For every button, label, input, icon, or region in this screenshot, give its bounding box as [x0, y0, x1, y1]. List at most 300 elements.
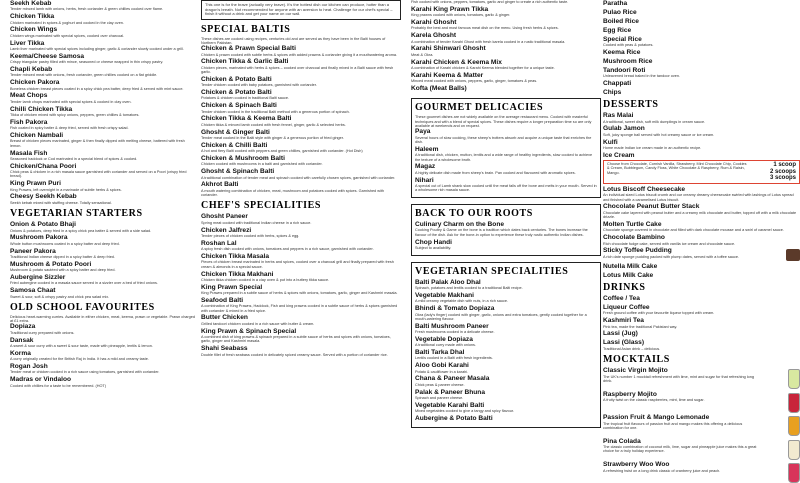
menu-item-name: Chicken Tikka — [10, 13, 55, 21]
menu-item-description: Tender pieces of chicken cooked with herbs, spices & egg. — [201, 234, 300, 239]
menu-item — [603, 18, 800, 25]
menu-item — [201, 345, 401, 357]
menu-item-description: Chicken tikka & minced lamb cooked with fresh fennel, ginger, garlic & selected herbs. — [201, 122, 346, 127]
menu-item-description: Meat & Okra. — [411, 52, 434, 57]
menu-item — [411, 72, 601, 84]
menu-item — [201, 181, 401, 197]
menu-item — [201, 58, 401, 74]
scoop-option: 2 scoops — [769, 168, 796, 175]
menu-item — [201, 314, 401, 326]
menu-item-name: Passion Fruit & Mango Lemonade — [603, 414, 710, 422]
menu-item-description: A combined dish of king prawns & spinach prepared in a subtle sauce of herbs and spices with onions, tomatoes, garlic, ginger and Kashmiri masala. — [201, 335, 391, 344]
menu-item — [603, 0, 800, 7]
menu-item — [411, 85, 601, 92]
menu-item-description: The UK's number 1 mocktail refreshment with lime, mint and sugar for that refreshing long drink. — [603, 374, 754, 383]
menu-item-description: The tropical fruit flavours of passion fruit and mango makes this offering a delicious combination for one. — [603, 421, 743, 430]
menu-item-name: Liqueur Coffee — [603, 304, 650, 312]
menu-item-name: Balti Tarka Dhal — [415, 349, 465, 357]
menu-item-name: Butter Chicken — [201, 314, 248, 322]
menu-item — [10, 234, 196, 246]
menu-item-description: Chicken wings marinated with special spices, cooked over charcoal. — [10, 33, 125, 38]
section-title: VEGETARIAN STARTERS — [10, 208, 143, 220]
menu-item-name: Vegetable Dopiaza — [415, 335, 473, 343]
menu-item-name: Special Rice — [603, 35, 642, 43]
menu-item — [415, 402, 597, 414]
menu-item-name: Gulab Jamon — [603, 125, 645, 133]
menu-item-name: Chicken Tikka & Keema Balti — [201, 115, 292, 123]
menu-item-description: A combination of Karahi chicken & Karahi Keema blended together for a unique taste. — [411, 66, 555, 71]
menu-item-description: Traditional Asian drink – delicious. — [603, 346, 661, 351]
menu-item-description: Traditional Indian cheese dipped in a spicy batter & deep fried. — [10, 254, 115, 259]
menu-item-name: Chocolate Bambino — [603, 234, 665, 242]
menu-item-name: Madras or Vindaloo — [10, 376, 72, 384]
menu-item-description: Spinach and paneer cheese. — [415, 396, 464, 401]
menu-item-description: Traditional curry prepared with onions. — [10, 330, 75, 335]
menu-item — [603, 203, 800, 219]
menu-item-name: Cheesy Seekh Kebab — [10, 193, 77, 201]
menu-item-description: Crispy triangular pastry filled with mince, seasoned or cheese wrapped in thin crispy pastry. — [10, 60, 164, 65]
menu-item-name: Karahi Ghosht — [411, 19, 457, 26]
menu-item — [10, 40, 196, 52]
menu-item-name: Meat Chops — [10, 92, 48, 100]
menu-item-description: Chick peas & paneer cheese. — [415, 382, 465, 387]
menu-item — [10, 79, 196, 91]
menu-item-description: Pieces of chicken breast marinated in herbs and spices, cooked over a charcoal grill and finally prepared with fresh cream & almonds in a special sauce. — [201, 260, 394, 269]
menu-item — [201, 328, 401, 344]
ice-cream-item — [603, 152, 800, 184]
menu-item-description: Probably the best and most famous meat dish on the menu. Using fresh herbs & spices. — [411, 26, 559, 31]
menu-item — [10, 376, 196, 388]
menu-item-name: Chilli Chicken Tikka — [10, 105, 73, 113]
menu-item-description: Tender meat or chicken cooked in a rich sauce using tomatoes, garnished with coriander. — [10, 370, 160, 375]
menu-item — [10, 261, 196, 273]
ice-cream-box — [603, 160, 800, 184]
menu-item-description: Tikka of chicken mixed with spicy onions, peppers, green chillies & tomatoes. — [10, 113, 140, 118]
menu-item — [10, 287, 196, 299]
menu-item-description: Boneless chicken breast pieces coated in a spicy chick pea batter, deep fried & served with mint sauce. — [10, 86, 184, 91]
menu-item-description: A spicy fresh dish cooked with onions, tomatoes and peppers in a rich sauce, garnished with coriander. — [201, 247, 374, 252]
menu-item-name: Classic Virgin Mojito — [603, 367, 668, 375]
menu-item — [10, 26, 196, 38]
menu-item-name: Liver Tikka — [10, 39, 45, 47]
menu-item-description: Seekh kebab mixed with stuffing cheese. Totally sensational. — [10, 200, 112, 205]
menu-item-name: Nihari — [415, 176, 434, 184]
menu-item-name: Korma — [10, 349, 31, 357]
menu-item-description: Tender minced lamb with onions, herbs, fresh coriander & green chillies cooked over flame. — [10, 7, 164, 12]
menu-item-description: Chocolate cake layered with peanut butter and a creamy milk chocolate and butter, topped off with a milk chocolate drizzle. — [603, 210, 797, 220]
menu-item-description: A mild creamy vegetable dish with nuts, in a rich sauce. — [415, 299, 509, 304]
section-title: VEGETARIAN SPECIALITIES — [415, 265, 569, 277]
menu-item — [603, 186, 800, 202]
menu-item-name: Chicken Tikka & Garlic Balti — [201, 58, 289, 66]
menu-item-description: Chicken tikka chicken cooked in a clay oven & put into a buttery tikka sauce. — [201, 277, 330, 282]
menu-item — [10, 13, 196, 25]
menu-item-description: Chick peas & chicken in a rich masala sauce garnished with coriander and served on a Poori (crispy fried bread). — [10, 170, 187, 179]
menu-item — [415, 146, 597, 162]
menu-item — [10, 53, 196, 65]
menu-item-name: Shahi Seabass — [201, 345, 248, 353]
menu-item — [603, 272, 800, 279]
menu-item-description: Lentils cooked in a Balti with fresh ingredients. — [415, 356, 493, 361]
menu-item-name: Culinary Charm on the Bone — [415, 221, 505, 229]
menu-item — [603, 304, 800, 316]
menu-item-description: Tender meat cooked in the Balti style with ginger & a generous portion of fried ginger. — [201, 136, 344, 141]
menu-item-description: A curry originally created for the British Raj in India. It has a mild and creamy taste. — [10, 357, 149, 362]
menu-item — [603, 139, 800, 151]
menu-item — [10, 350, 196, 362]
menu-item — [603, 263, 800, 270]
menu-item-description: An individual sized Lotus biscuit crumb and our creamy dreamy cheesecake swirled with lashings of Lotus spread and finished with a caramelised Lotus biscuit. — [603, 193, 794, 202]
mocktail-glass-icon — [788, 440, 800, 460]
menu-item-name: Masala Fish — [10, 149, 48, 157]
menu-item-description: A special cut of Lamb shank slow cooked until the meat falls off the bone and melts in your mouth. Served in a wholesome rich masala sauce. — [415, 183, 597, 193]
menu-item-description: Spring meat cooked with traditional Indian cheese in a rich sauce. — [201, 220, 312, 225]
menu-item — [411, 19, 601, 31]
menu-item-name: Seekh Kebab — [10, 0, 52, 7]
menu-item-name: Ice Cream — [603, 151, 635, 159]
menu-item-name: Vegetable Makhani — [415, 291, 474, 299]
menu-item — [201, 155, 401, 167]
menu-item-name: Egg Rice — [603, 26, 632, 34]
menu-item-description: A highly delicate dish made from sheep's brain. Pan cooked and flavoured with aromatic spices. — [415, 170, 576, 175]
menu-item-name: Mushroom & Potato Poori — [10, 260, 92, 268]
menu-item — [415, 177, 597, 193]
menu-item — [603, 49, 800, 56]
menu-item — [10, 337, 196, 349]
menu-item-description: King Prawns prepared in a subtle sauce of herbs & spices with onions, tomatoes, garlic, ginger and Kashmiri masala. — [201, 291, 398, 296]
pudding-photo — [786, 249, 800, 261]
section-title: SPECIAL BALTIS — [201, 23, 291, 35]
menu-item-name: Lassi (Jug) — [603, 330, 638, 338]
menu-item-description: Whole button mushrooms coated in a spicy batter and deep fried. — [10, 241, 120, 246]
menu-item — [10, 163, 196, 179]
menu-item — [603, 67, 800, 79]
menu-item-description: Tender chicken cooked in the traditional Balti method with a generous portion of spinach. — [201, 109, 350, 114]
menu-item-description: Home made Indian ice cream made in an authentic recipe. — [603, 145, 702, 150]
menu-item — [10, 106, 196, 118]
menu-item-name: Nutella Milk Cake — [603, 262, 658, 270]
menu-item — [415, 292, 597, 304]
menu-item — [10, 248, 196, 260]
menu-item — [603, 9, 800, 16]
menu-item-name: Sticky Toffee Pudding — [603, 247, 672, 255]
mocktail-item — [603, 391, 800, 413]
menu-item — [201, 253, 401, 269]
menu-item-name: Boiled Rice — [603, 17, 639, 25]
menu-item-name: Aubergine & Potato Balti — [415, 415, 493, 423]
menu-item — [415, 415, 597, 422]
menu-item — [415, 362, 597, 374]
menu-item-name: Lassi (Glass) — [603, 339, 645, 347]
menu-item-description: Fish coated in spicy batter & deep fried, served with fresh crispy salad. — [10, 126, 129, 131]
menu-item — [201, 227, 401, 239]
menu-item — [603, 317, 800, 329]
menu-item-description: Minced meat cooked with onions, peppers, garlic, ginger, tomatoes & peas. — [411, 79, 538, 84]
menu-item — [415, 336, 597, 348]
menu-item — [10, 193, 196, 205]
menu-item-description: Unleavened bread baked in the tandoor oven. — [603, 74, 681, 79]
mocktail-item — [603, 367, 800, 389]
menu-item-name: Chicken & Prawn Special Balti — [201, 45, 296, 53]
menu-item-name: Karahi King Prawn Tikka — [411, 5, 489, 13]
menu-item-name: Mushroom Pakora — [10, 234, 68, 242]
menu-item-description: Pink tea, made the traditional Pakistani way. — [603, 324, 678, 329]
menu-item — [10, 363, 196, 375]
menu-item — [411, 0, 601, 4]
menu-item-name: King Prawn & Spinach Special — [201, 327, 297, 335]
menu-item-description: Chicken marinated in spices & yoghurt and cooked in the clay oven. — [10, 20, 124, 25]
menu-item-name: Ghosht & Spinach Balti — [201, 168, 275, 176]
menu-item-description: Okra (lady's finger) cooked with ginger, garlic, onions and extra tomatoes, gently cooked together for a mouth-watering flavour. — [415, 312, 587, 321]
menu-item-name: Chicken & Spinach Balti — [201, 102, 277, 110]
menu-item-name: Chop Handi — [415, 238, 452, 246]
menu-column-3 — [411, 0, 601, 423]
challenge-box — [201, 0, 401, 20]
section-title: MOCKTAILS — [603, 354, 670, 366]
menu-item — [10, 323, 196, 335]
menu-item-description: Seasoned haddock or Cod marinated in a special blend of spices & cooked. — [10, 156, 138, 161]
menu-item-description: Mushroom & potato sautéed with a spicy batter and deep fried. — [10, 268, 116, 273]
menu-item-name: Karahi Chicken & Keema Mix — [411, 58, 502, 66]
veg-specialities-box — [411, 262, 601, 428]
menu-item-description: Tender minced meat with onions, fresh coriander, green chillies cooked on a flat griddle. — [10, 73, 158, 78]
menu-item-description: Onions & potatoes, deep fried in a spicy chick pea batter & served with a side salad. — [10, 228, 152, 233]
menu-item-name: Vegetable Karahi Balti — [415, 401, 485, 409]
menu-item-name: Keema Rice — [603, 48, 641, 56]
menu-column-2 — [201, 0, 401, 400]
menu-item — [10, 221, 196, 233]
menu-item-name: Karahi Shinwari Ghosht — [411, 45, 486, 53]
menu-item-name: Akhrot Balti — [201, 181, 239, 189]
menu-item-description: The classic combination of coconut milk, lime, sugar and pineapple juice makes this a great choice for a truly holiday experience. — [603, 445, 757, 454]
section-title: CHEF'S SPECIALITIES — [201, 200, 322, 212]
menu-item-name: Magaz — [415, 163, 436, 171]
menu-item-description: Sweet & sour, soft & crispy pastry and chick pea salad mix. — [10, 294, 110, 299]
menu-item-name: Lotus Milk Cake — [603, 271, 654, 279]
menu-item-name: Chips — [603, 88, 622, 96]
menu-item-name: Chapli Kebab — [10, 66, 53, 74]
menu-item-name: Kashmiri Tea — [603, 317, 644, 325]
menu-item-description: A mouth watering combination of chicken, meat, mushroom and potatoes cooked with spices. Garnished with coriander. — [201, 188, 384, 198]
menu-item-description: Tender lamb chops marinated with special spices & cooked in clay oven. — [10, 99, 132, 104]
menu-item-description: Tender chicken cooked with baby potatoes, garnished with coriander. — [201, 83, 317, 88]
menu-item — [603, 330, 800, 337]
menu-item-name: Mushroom Rice — [603, 57, 653, 65]
menu-item-description: Lamb liver marinated with special spices including ginger, garlic & coriander slowly cooked under a grill. — [10, 47, 184, 52]
menu-item-name: Palak & Paneer Bhuna — [415, 388, 485, 396]
menu-item-name: King Prawn Puri — [10, 180, 61, 188]
section-title: GOURMET DELICACIES — [415, 102, 544, 114]
menu-item-description: A fruity twist on the classic raspberries, mint, lime and sugar. — [603, 398, 705, 402]
menu-item-description: A hot and fiery Balti cooked with peppers and green chillies, garnished with coriander. (Hot Dish) — [201, 149, 363, 154]
menu-item-name: Paneer Pakora — [10, 247, 56, 255]
menu-item — [603, 234, 800, 246]
menu-item-description: A rich date sponge pudding packed with plump dates, served with a toffee sauce. — [603, 254, 740, 259]
menu-item-name: Pina Colada — [603, 437, 641, 445]
menu-item-description: Double fillet of fresh seabass cooked in delicately spiced creamy sauce. Served with a portion of coriander rice. — [201, 352, 388, 357]
menu-item-name: Keema/Cheese Samosa — [10, 52, 85, 60]
menu-item-description: Potato & cauliflower in a karahi. — [415, 369, 469, 374]
menu-item — [603, 125, 800, 137]
mocktail-glass-icon — [788, 416, 800, 436]
menu-item — [10, 119, 196, 131]
menu-item-description: Mixed vegetables cooked to give a tangy and spicy flavour. — [415, 409, 514, 414]
menu-item-description: A combination of tender Karahi Ghost with fresh karela cooked in a rustic traditional masala. — [411, 39, 566, 44]
mocktail-item — [603, 438, 800, 460]
menu-item-name: Ras Malai — [603, 112, 634, 120]
menu-item-name: Chappati — [603, 79, 632, 87]
menu-item — [415, 323, 597, 335]
menu-item-name: Kulfi — [603, 138, 618, 146]
menu-item-name: Chicken Pakora — [10, 79, 60, 87]
menu-item-description: Chicken pieces, marinated with herbs & spices – cooked over charcoal and finally mixed in a Balti sauce with fresh garlic. — [201, 65, 394, 74]
menu-item — [411, 6, 601, 18]
menu-item-name: King Prawn Special — [201, 283, 263, 291]
menu-item-description: A traditional curry made with onions. — [415, 343, 476, 348]
menu-item-description: Subject to availability. — [415, 245, 452, 250]
menu-item-name: Chicken & Potato Balti — [201, 75, 272, 83]
menu-item-description: Several hours of slow cooking, these sheep's trotters absorb and acquire a unique taste that enriches the dish. — [415, 135, 592, 145]
menu-item-description: Fried aubergine cooked in a masala sauce served in a sizzler over a bed of fried onions. — [10, 281, 158, 286]
menu-item-name: Chicken Jalfrezi — [201, 226, 252, 234]
section-intro: These gourmet dishes are not widely available on the average restaurant menu. Cooked with masterful techniques and with a blend of special spices. These dishes require a longer preparation time so are only available at weekends and on request. — [415, 115, 592, 129]
menu-item — [411, 59, 601, 71]
menu-item-name: Seafood Balti — [201, 296, 244, 304]
menu-item-name: Tandoori Roti — [603, 66, 646, 74]
menu-item — [201, 142, 401, 154]
gourmet-box — [411, 98, 601, 198]
menu-item-description: A combination of King Prawns, Haddock, Fish and king prawns cooked in a subtle sauce of herbs & spices garnished with coriander & mixed in a fried spice. — [201, 304, 398, 313]
menu-item — [415, 279, 597, 291]
menu-item — [603, 112, 800, 124]
menu-item-name: Molten Turtle Cake — [603, 220, 662, 228]
menu-item-description: King Prawns, left overnight in a marinade of subtle herbs & spices. — [10, 187, 122, 192]
menu-item-name: Karahi Keema & Matter — [411, 71, 484, 79]
menu-item — [10, 180, 196, 192]
menu-item-name: Bhindi & Tomato Dopiaza — [415, 305, 495, 313]
menu-item-description: Fresh ground coffee with your favourite liqueur topped with cream. — [603, 311, 715, 316]
menu-item-description: Cooked with chillies for a taste to be remembered. (HOT) — [10, 383, 107, 388]
menu-item — [415, 239, 597, 251]
menu-item-description: Rich chocolate fudge cake, served with vanilla ice cream and chocolate sauce. — [603, 241, 736, 246]
menu-item-name: Haleem — [415, 145, 439, 153]
menu-item — [201, 213, 401, 225]
menu-item-description: King prawns cooked with onions, tomatoes, garlic & ginger. — [411, 13, 511, 18]
menu-item — [415, 128, 597, 144]
menu-column-4 — [603, 0, 800, 473]
menu-item — [415, 349, 597, 361]
menu-item-description: Chicken cooked with mushrooms in a balti and garnished with coriander. — [201, 162, 323, 167]
menu-item — [10, 150, 196, 162]
menu-item — [411, 32, 601, 44]
menu-item — [10, 0, 196, 12]
menu-item — [10, 66, 196, 78]
scoop-option: 3 scoops — [769, 175, 796, 182]
menu-item — [201, 45, 401, 57]
menu-item-name: Chocolate Peanut Butter Stack — [603, 203, 700, 211]
menu-item-name: Chicken Tikka Makhani — [201, 270, 274, 278]
menu-item-name: Chicken Wings — [10, 26, 58, 34]
menu-item-name: Onion & Potato Bhaji — [10, 221, 76, 229]
menu-item-name: Balti Mushroom Paneer — [415, 322, 489, 330]
mocktail-glass-icon — [788, 369, 800, 389]
menu-item — [201, 115, 401, 127]
mocktail-glass-icon — [788, 463, 800, 483]
menu-item-name: Karela Ghosht — [411, 32, 457, 40]
mocktail-glass-icon — [788, 393, 800, 413]
menu-item-name: Paya — [415, 128, 431, 136]
mocktail-item — [603, 414, 800, 436]
menu-item-name: Pulao Rice — [603, 8, 637, 16]
section-intro: Delicious heart-warming curries. Available in either chicken, meat, keema, prawn or vegetable. Prawn charged at £1 extra. — [10, 314, 196, 324]
menu-item-name: Raspberry Mojito — [603, 390, 657, 398]
menu-item — [201, 240, 401, 252]
menu-item — [603, 339, 800, 351]
section-title: BACK TO OUR ROOTS — [415, 208, 533, 220]
menu-item-name: Ghosht Paneer — [201, 213, 248, 221]
menu-item-name: Paratha — [603, 0, 628, 7]
menu-item-description: Grilled tandoori chicken cooked in a rich sauce with butter & cream. — [201, 321, 315, 326]
menu-column-1 — [10, 0, 196, 400]
menu-item-description: A traditional dish, chicken, mutton, lentils and a wide range of healthy ingredients, slow cooked to achieve the texture of a wholesome broth. — [415, 153, 593, 162]
menu-item — [201, 168, 401, 180]
menu-item — [201, 76, 401, 88]
menu-item-name: Chana & Paneer Masala — [415, 375, 490, 383]
menu-item-description: A traditional combination of tender meat and spinach cooked with carefully chosen spices, garnished with coriander. — [201, 175, 396, 180]
menu-item — [603, 89, 800, 96]
menu-item-name: Rogan Josh — [10, 363, 48, 371]
menu-item-name: Roshan Lal — [201, 239, 237, 247]
menu-item — [10, 132, 196, 148]
section-intro: These dishes are cooked using recipes, centuries old and are served as they have been in the Balti houses of Northern Pakistan. — [201, 36, 386, 45]
menu-item — [415, 221, 597, 237]
menu-item-description: A sweet & sour curry with a sweet & sour taste, made with pineapple, lentils & lemon. — [10, 344, 153, 349]
menu-item-description: Fish cooked with onions, peppers, tomatoes, garlic and ginger to create a rich authentic taste. — [411, 0, 569, 4]
menu-item-name: Chicken Tikka Masala — [201, 253, 270, 261]
section-intro: This one is for the brave (actually very brave). It's the hottest dish our kitchen can produce, hotter than a dragon's breath. Not recommended for anyone with an aversion to heat. Challenge for our chef's special – finish it without a drink and get your name on our wall. — [205, 2, 393, 16]
menu-item-name: Lotus Biscoff Cheesecake — [603, 185, 686, 193]
menu-item-description: Fresh mushrooms cooked in a delicate cheese. — [415, 330, 495, 335]
roots-box — [411, 204, 601, 256]
menu-item-name: Chicken/Chana Poori — [10, 162, 77, 170]
menu-item-name: Chicken & Mushroom Balti — [201, 155, 285, 163]
menu-item-name: Ghosht & Ginger Balti — [201, 128, 270, 136]
menu-item — [415, 163, 597, 175]
menu-item — [201, 284, 401, 296]
menu-item — [10, 92, 196, 104]
menu-item-name: Coffee / Tea — [603, 295, 640, 303]
menu-item — [415, 389, 597, 401]
menu-item — [603, 80, 800, 87]
menu-item — [201, 297, 401, 313]
menu-item — [603, 247, 800, 261]
menu-item-name: Kofta (Meat Balls) — [411, 85, 467, 93]
menu-item-name: Fish Pakora — [10, 118, 48, 126]
section-title: DESSERTS — [603, 99, 659, 111]
menu-item-name: Strawberry Woo Woo — [603, 461, 670, 469]
menu-item-name: Samosa Chaat — [10, 287, 56, 295]
menu-item — [415, 375, 597, 387]
menu-item-description: Cooked with peas & potatoes. — [603, 43, 654, 48]
menu-item-name: Dopiaza — [10, 323, 36, 331]
menu-item-name: Balti Palak Aloo Dhal — [415, 278, 481, 286]
mocktail-item — [603, 461, 800, 483]
menu-item-name: Aubergine Sizzler — [10, 273, 66, 281]
menu-item-name: Dansak — [10, 336, 34, 344]
menu-item-description: Spinach, potatoes and lentils cooked to a traditional Balti recipe. — [415, 286, 523, 291]
menu-item-description: Cooking Poultry & Game on the bone is a tradition which dates back centuries. The bones increase the flavour of the dish. Ask for the bone-in option to experience these truly rustic authentic Indian dishes. — [415, 228, 588, 237]
menu-item — [603, 295, 800, 302]
